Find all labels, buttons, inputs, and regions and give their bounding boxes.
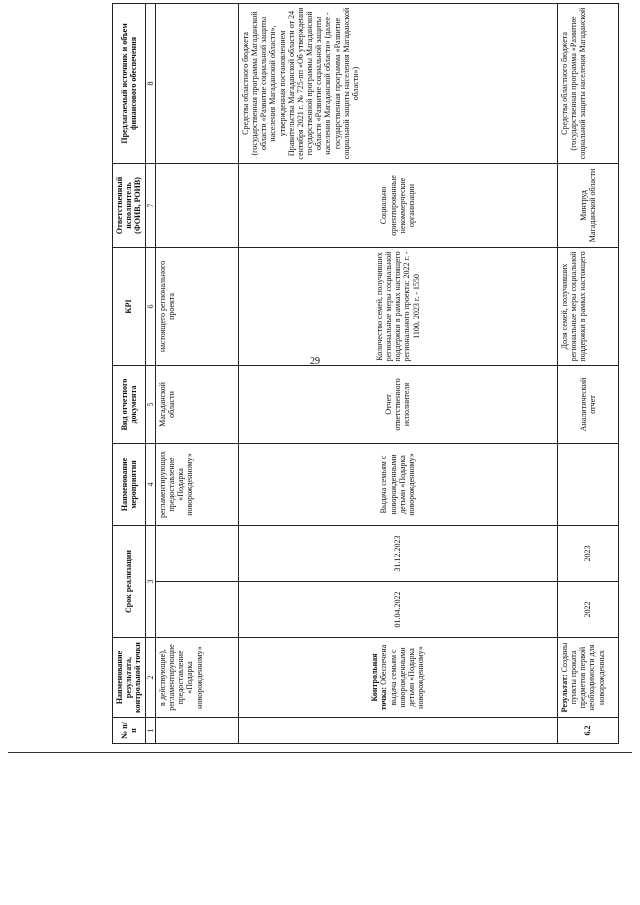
result-label: Результат:	[559, 674, 569, 713]
cell-doc: Магаданской области	[155, 365, 238, 443]
cell-result	[238, 638, 557, 718]
plan-table	[112, 3, 619, 744]
cell-executor: Минтруд Магаданской области	[557, 163, 618, 247]
header-result: Наименование результата, контрольной точки	[113, 638, 146, 718]
col-number: 3	[145, 525, 155, 637]
cell-event: Выдача семьям с новорожденными детьми «Подарка новорожденному»	[238, 443, 557, 525]
cell-executor	[155, 163, 238, 247]
header-doc: Вид отчетного документа	[113, 365, 146, 443]
result-text: Созданы пункты проката предметов первой необходимости для новорожденных	[559, 642, 606, 711]
cell-executor: Социально ориентированные некоммерческие организации	[238, 163, 557, 247]
col-number: 8	[145, 3, 155, 163]
table-row	[155, 3, 238, 743]
cell-result	[557, 638, 618, 718]
cell-start: 2022	[557, 582, 618, 638]
col-number: 2	[145, 638, 155, 718]
table-row	[557, 3, 618, 743]
header-event: Наименование мероприятия	[113, 443, 146, 525]
header-row	[113, 3, 146, 743]
cell-kpi: Количество семей, получивших региональные меры социальной поддержки в рамках настоящего регионального проекта: 2022 г. - 1100, 2023 г. - 1550	[238, 247, 557, 365]
header-kpi: KPI	[113, 247, 146, 365]
header-source: Предлагаемый источник и объем финансового обеспечения	[113, 3, 146, 163]
header-num: № п/п	[113, 718, 146, 744]
col-number: 6	[145, 247, 155, 365]
col-number: 4	[145, 443, 155, 525]
page-number: 29	[310, 356, 320, 367]
cell-source: Средства областного бюджета (государственная программа Магаданской области «Развитие социальной защиты населения Магаданской области», утвержденная постановлением Правительства Магаданской области от 24 сентября 2021 г. № 725-пп «Об утверждении государственной программы Магаданской области «Развитие социальной защиты населения Магаданской области» (далее - государственная программа «Развитие социальной защиты населения Магаданской области»)	[238, 3, 557, 163]
cell-source	[155, 3, 238, 163]
table-row	[238, 3, 557, 743]
rotated-table-inner	[112, 4, 632, 744]
cell-num: 6.2	[557, 718, 618, 744]
cell-num	[155, 718, 238, 744]
col-number: 5	[145, 365, 155, 443]
cell-end: 2023	[557, 525, 618, 581]
header-executor: Ответственный исполнитель (ФОИВ, РОИВ)	[113, 163, 146, 247]
cell-kpi: настоящего регионального проекта	[155, 247, 238, 365]
cell-doc: Аналитический отчет	[557, 365, 618, 443]
column-number-row	[145, 3, 155, 743]
cell-num	[238, 718, 557, 744]
cell-start: 01.04.2022	[238, 582, 557, 638]
col-number: 1	[145, 718, 155, 744]
cell-end: 31.12.2023	[238, 525, 557, 581]
rotated-table-container	[112, 4, 632, 744]
page-divider	[8, 752, 632, 753]
cell-doc: Отчет ответственного исполнителя	[238, 365, 557, 443]
header-period: Срок реализации	[113, 525, 146, 637]
cell-event	[557, 443, 618, 525]
cell-start	[155, 582, 238, 638]
control-point-label: Контрольная точка:	[370, 653, 389, 711]
cell-end	[155, 525, 238, 581]
cell-kpi: Доля семей, получивших региональные меры социальной поддержки в рамках настоящего	[557, 247, 618, 365]
cell-source: Средства областного бюджета (государственная программа «Развитие социальной защиты населения Магаданской	[557, 3, 618, 163]
cell-result: в действующие), регламентирующие предоставление «Подарка новорожденному»	[155, 638, 238, 718]
cell-event: регламентирующих предоставление «Подарка новорожденному»	[155, 443, 238, 525]
col-number: 7	[145, 163, 155, 247]
control-point-text: Обеспечена выдача семьям с новорожденными детьми «Подарка новорожденному»	[379, 644, 426, 709]
